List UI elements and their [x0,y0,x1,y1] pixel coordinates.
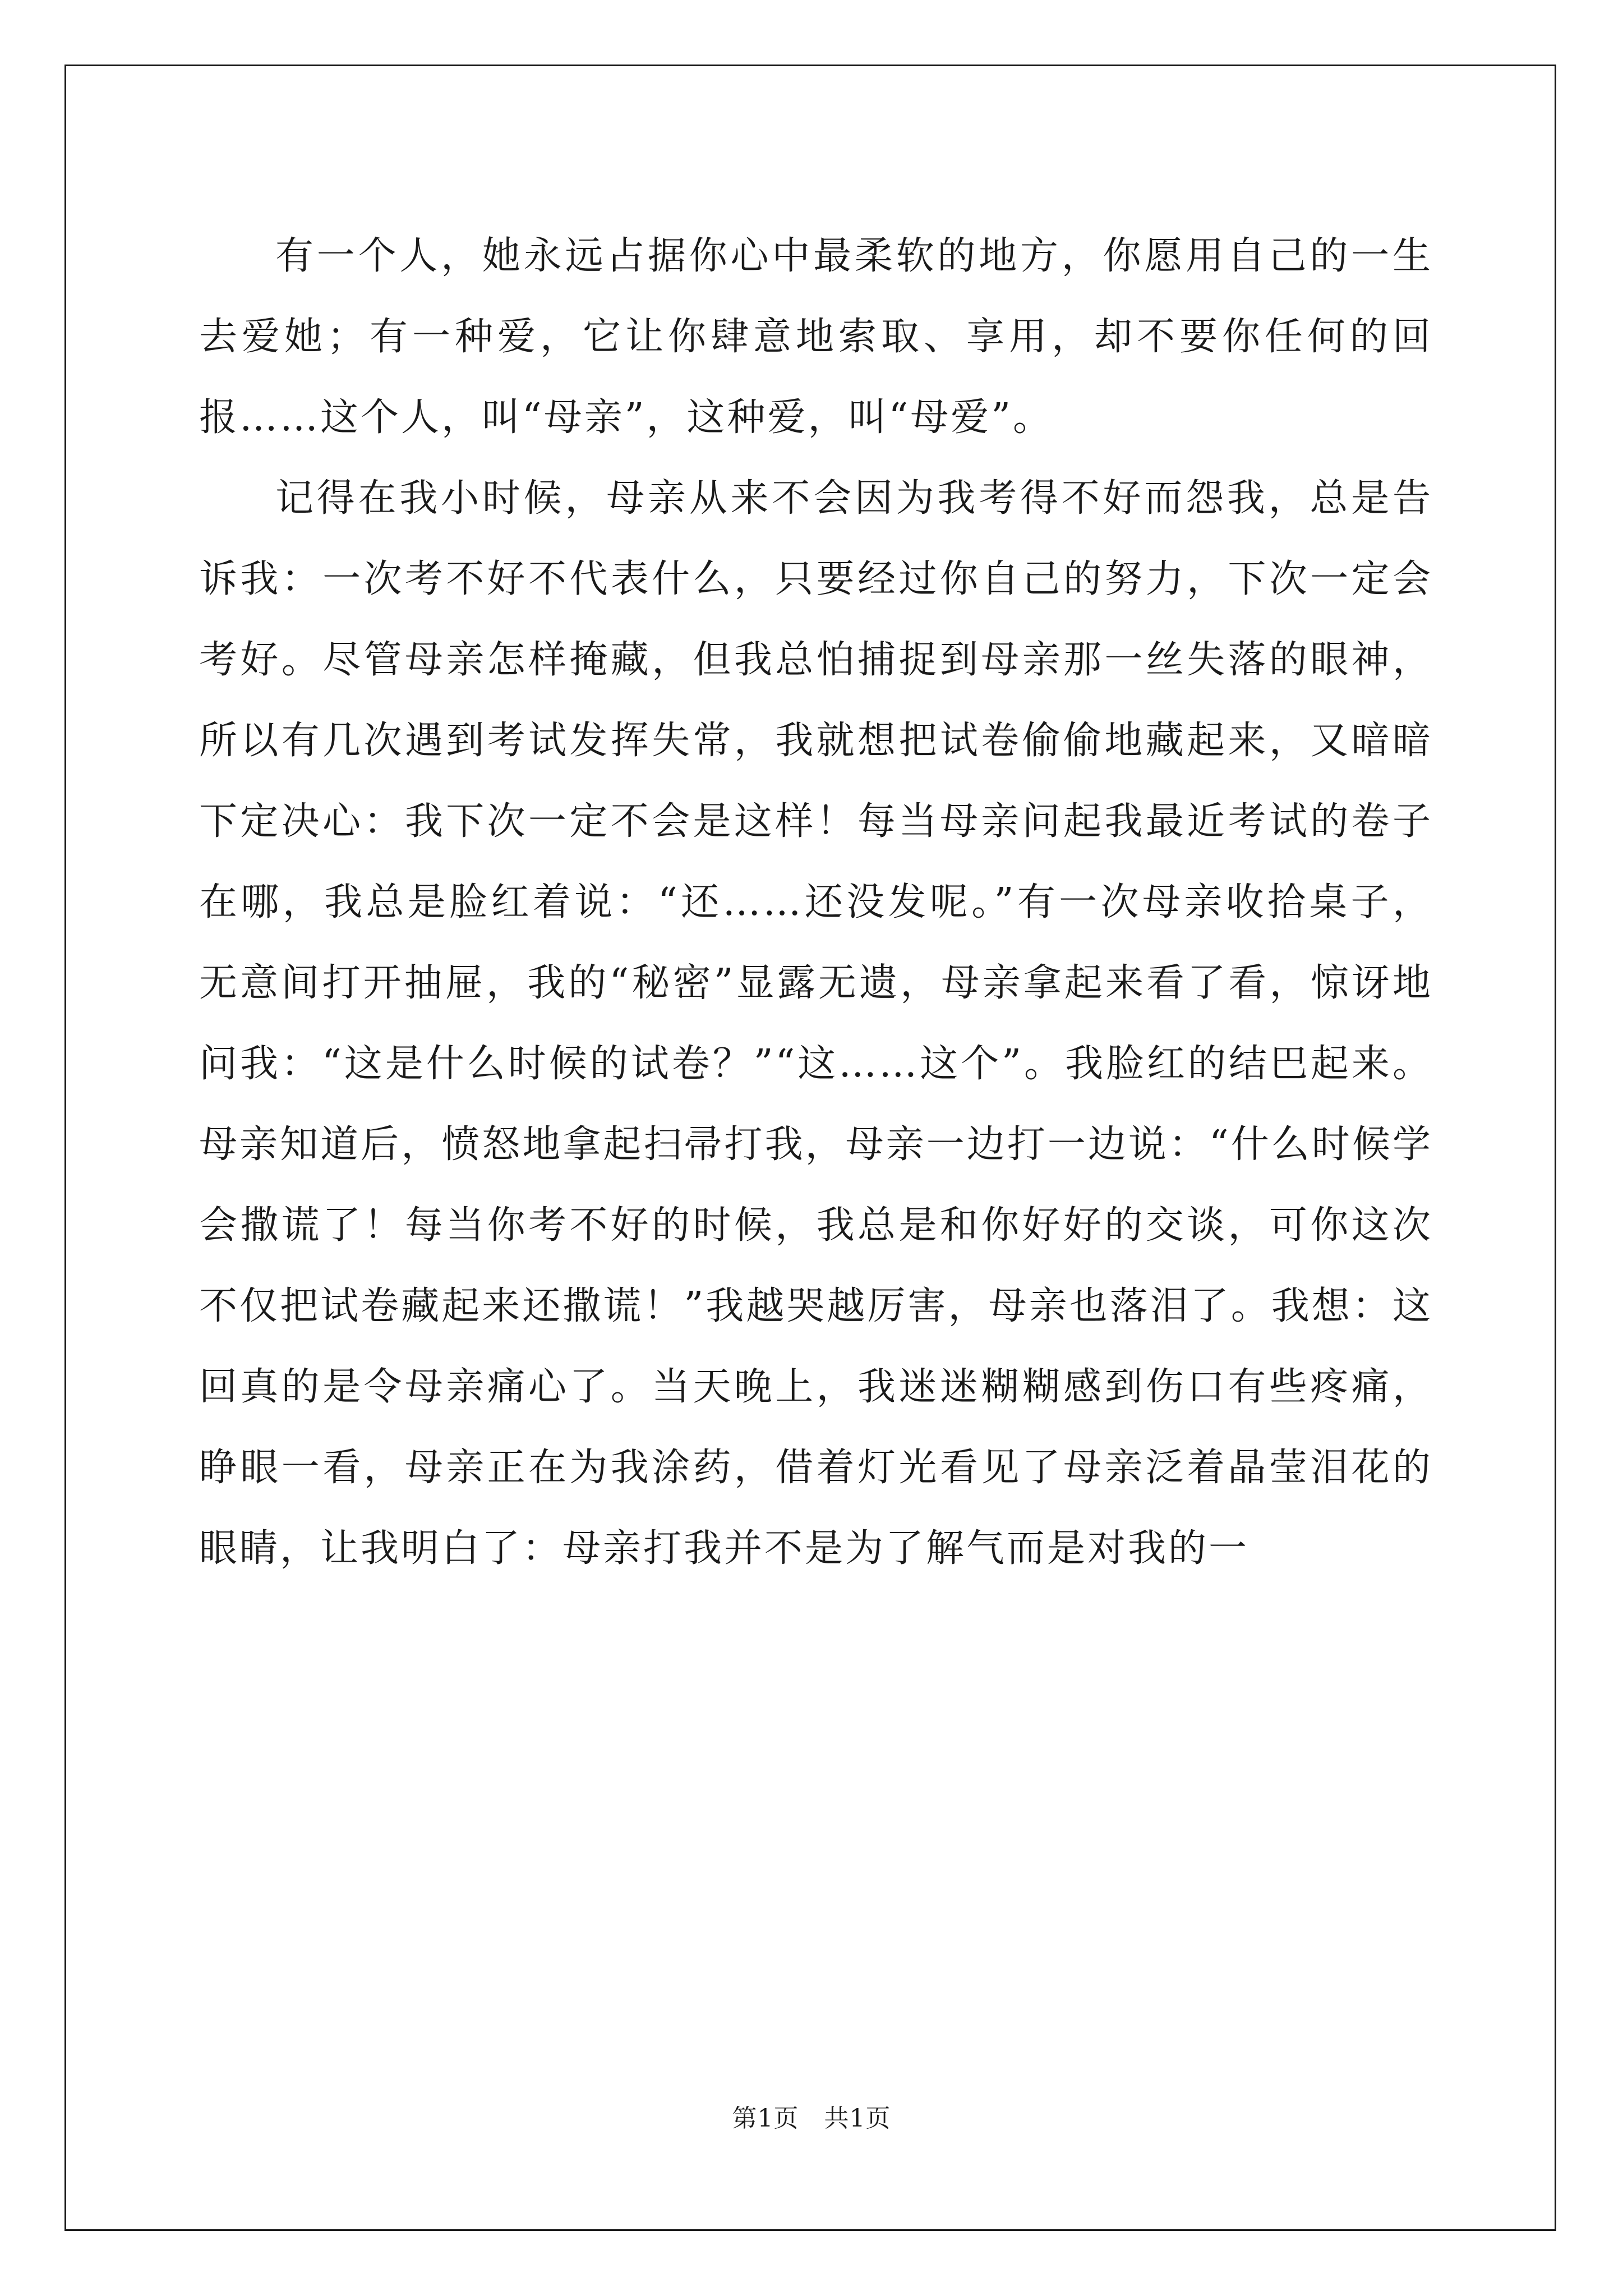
document-body [199,216,1433,1589]
paragraph-1: 有一个人，她永远占据你心中最柔软的地方，你愿用自己的一生去爱她；有一种爱，它让你肆意地索取、享用，却不要你任何的回报……这个人，叫“母亲”，这种爱，叫“母爱”。 [199,234,1433,440]
paragraph-2: 记得在我小时候，母亲从来不会因为我考得不好而怨我，总是告诉我：一次考不好不代表什么，只要经过你自己的努力，下次一定会考好。尽管母亲怎样掩藏，但我总怕捕捉到母亲那一丝失落的眼神，所以有几次遇到考试发挥失常，我就想把试卷偷偷地藏起来，又暗暗下定决心：我下次一定不会是这样！每当母亲问起我最近考试的卷子在哪，我总是脸红着说：“还……还没发呢。”有一次母亲收拾桌子，无意间打开抽屉，我的“秘密”显露无遗，母亲拿起来看了看，惊讶地问我：“这是什么时候的试卷？”“这……这个”。我脸红的结巴起来。母亲知道后，愤怒地拿起扫帚打我，母亲一边打一边说：“什么时候学会撒谎了！每当你考不好的时候，我总是和你好好的交谈，可你这次不仅把试卷藏起来还撒谎！”我越哭越厉害，母亲也落泪了。我想：这回真的是令母亲痛心了。当天晚上，我迷迷糊糊感到伤口有些疼痛，睁眼一看，母亲正在为我涂药，借着灯光看见了母亲泛着晶莹泪花的眼睛，让我明白了：母亲打我并不是为了解气而是对我的一 [199,476,1433,1571]
page-number-footer: 第1页 共1页 [732,2104,891,2133]
